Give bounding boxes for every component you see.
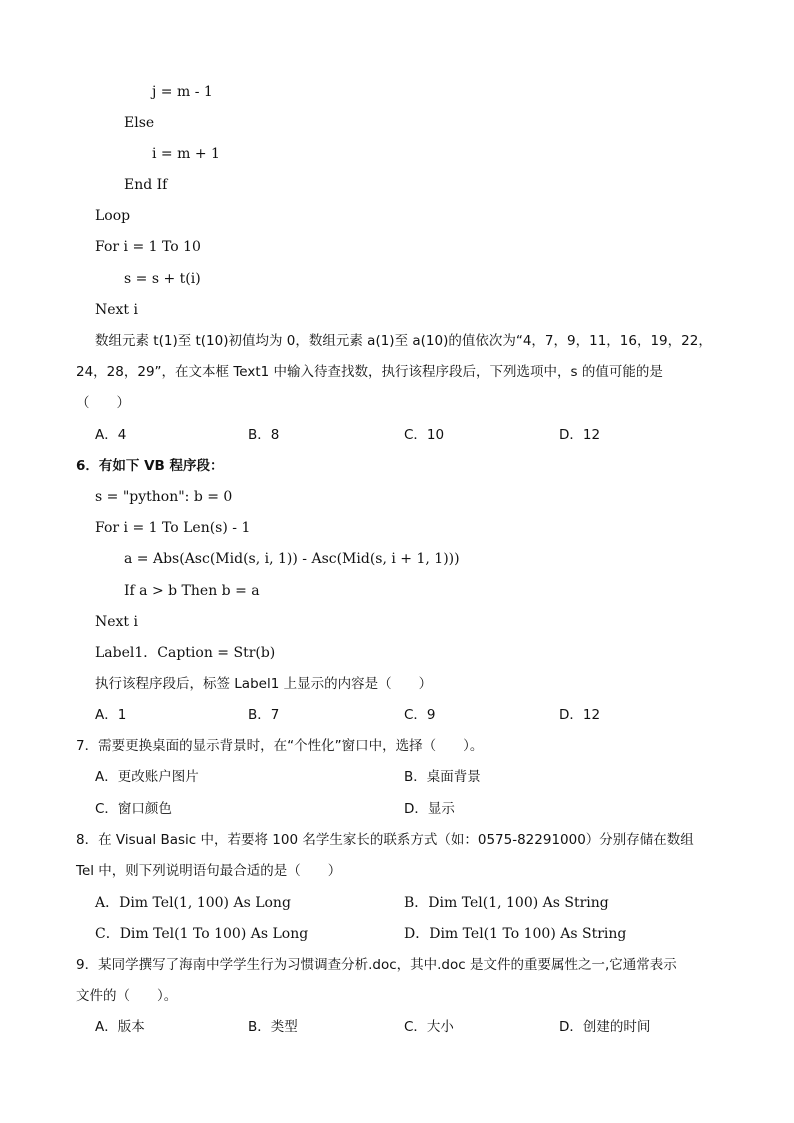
option-b: B．Dim Tel(1, 100) As String	[404, 895, 609, 911]
option-d: D．12	[559, 427, 601, 443]
code-line: For i = 1 To 10	[95, 239, 201, 255]
question-8-title: Tel 中，则下列说明语句最合适的是（ ）	[76, 863, 342, 879]
option-d: D．12	[559, 707, 601, 723]
option-d: D．显示	[404, 801, 455, 817]
option-a: A．更改账户图片	[95, 769, 199, 785]
option-a: A．4	[95, 427, 127, 443]
option-c: C．窗口颜色	[95, 801, 172, 817]
code-line: Next i	[95, 302, 138, 318]
question-5-stem: 数组元素 t(1)至 t(10)初值均为 0，数组元素 a(1)至 a(10)的值依次为“4，7，9，11，16，19，22，	[95, 333, 712, 349]
question-6-stem: 执行该程序段后，标签 Label1 上显示的内容是（ ）	[95, 676, 433, 692]
question-7-title: 7．需要更换桌面的显示背景时，在“个性化”窗口中，选择（ ）。	[76, 738, 484, 754]
code-line: s = s + t(i)	[124, 271, 201, 287]
code-line: s = "python": b = 0	[95, 489, 233, 505]
question-6-title: 6．有如下 VB 程序段：	[76, 458, 224, 474]
option-d: D．Dim Tel(1 To 100) As String	[404, 926, 627, 942]
option-b: B．7	[248, 707, 280, 723]
code-line: j = m - 1	[152, 84, 213, 100]
option-c: C．大小	[404, 1019, 454, 1035]
option-a: A．1	[95, 707, 127, 723]
code-line: a = Abs(Asc(Mid(s, i, 1)) - Asc(Mid(s, i + 1, 1)))	[124, 551, 460, 567]
question-8-title: 8．在 Visual Basic 中，若要将 100 名学生家长的联系方式（如：0575-82291000）分别存储在数组	[76, 832, 694, 848]
option-b: B．8	[248, 427, 280, 443]
option-d: D．创建的时间	[559, 1019, 651, 1035]
option-c: C．Dim Tel(1 To 100) As Long	[95, 926, 309, 942]
code-line: Else	[124, 115, 155, 131]
question-9-title: 文件的（ ）。	[76, 988, 178, 1004]
code-line: Next i	[95, 614, 138, 630]
code-line: Label1．Caption = Str(b)	[95, 645, 276, 661]
code-line: If a > b Then b = a	[124, 583, 260, 599]
question-9-title: 9．某同学撰写了海南中学学生行为习惯调查分析.doc，其中.doc 是文件的重要属性之一,它通常表示	[76, 957, 677, 973]
option-c: C．10	[404, 427, 445, 443]
code-line: End If	[124, 177, 168, 193]
code-line: Loop	[95, 208, 131, 224]
option-b: B．桌面背景	[404, 769, 481, 785]
question-5-stem: 24，28，29”，在文本框 Text1 中输入待查找数，执行该程序段后，下列选项中，s 的值可能的是	[76, 364, 663, 380]
question-5-stem: （ ）	[76, 395, 130, 411]
option-b: B．类型	[248, 1019, 298, 1035]
option-a: A．版本	[95, 1019, 145, 1035]
code-line: For i = 1 To Len(s) - 1	[95, 520, 251, 536]
code-line: i = m + 1	[152, 146, 220, 162]
option-c: C．9	[404, 707, 436, 723]
option-a: A．Dim Tel(1, 100) As Long	[95, 895, 291, 911]
